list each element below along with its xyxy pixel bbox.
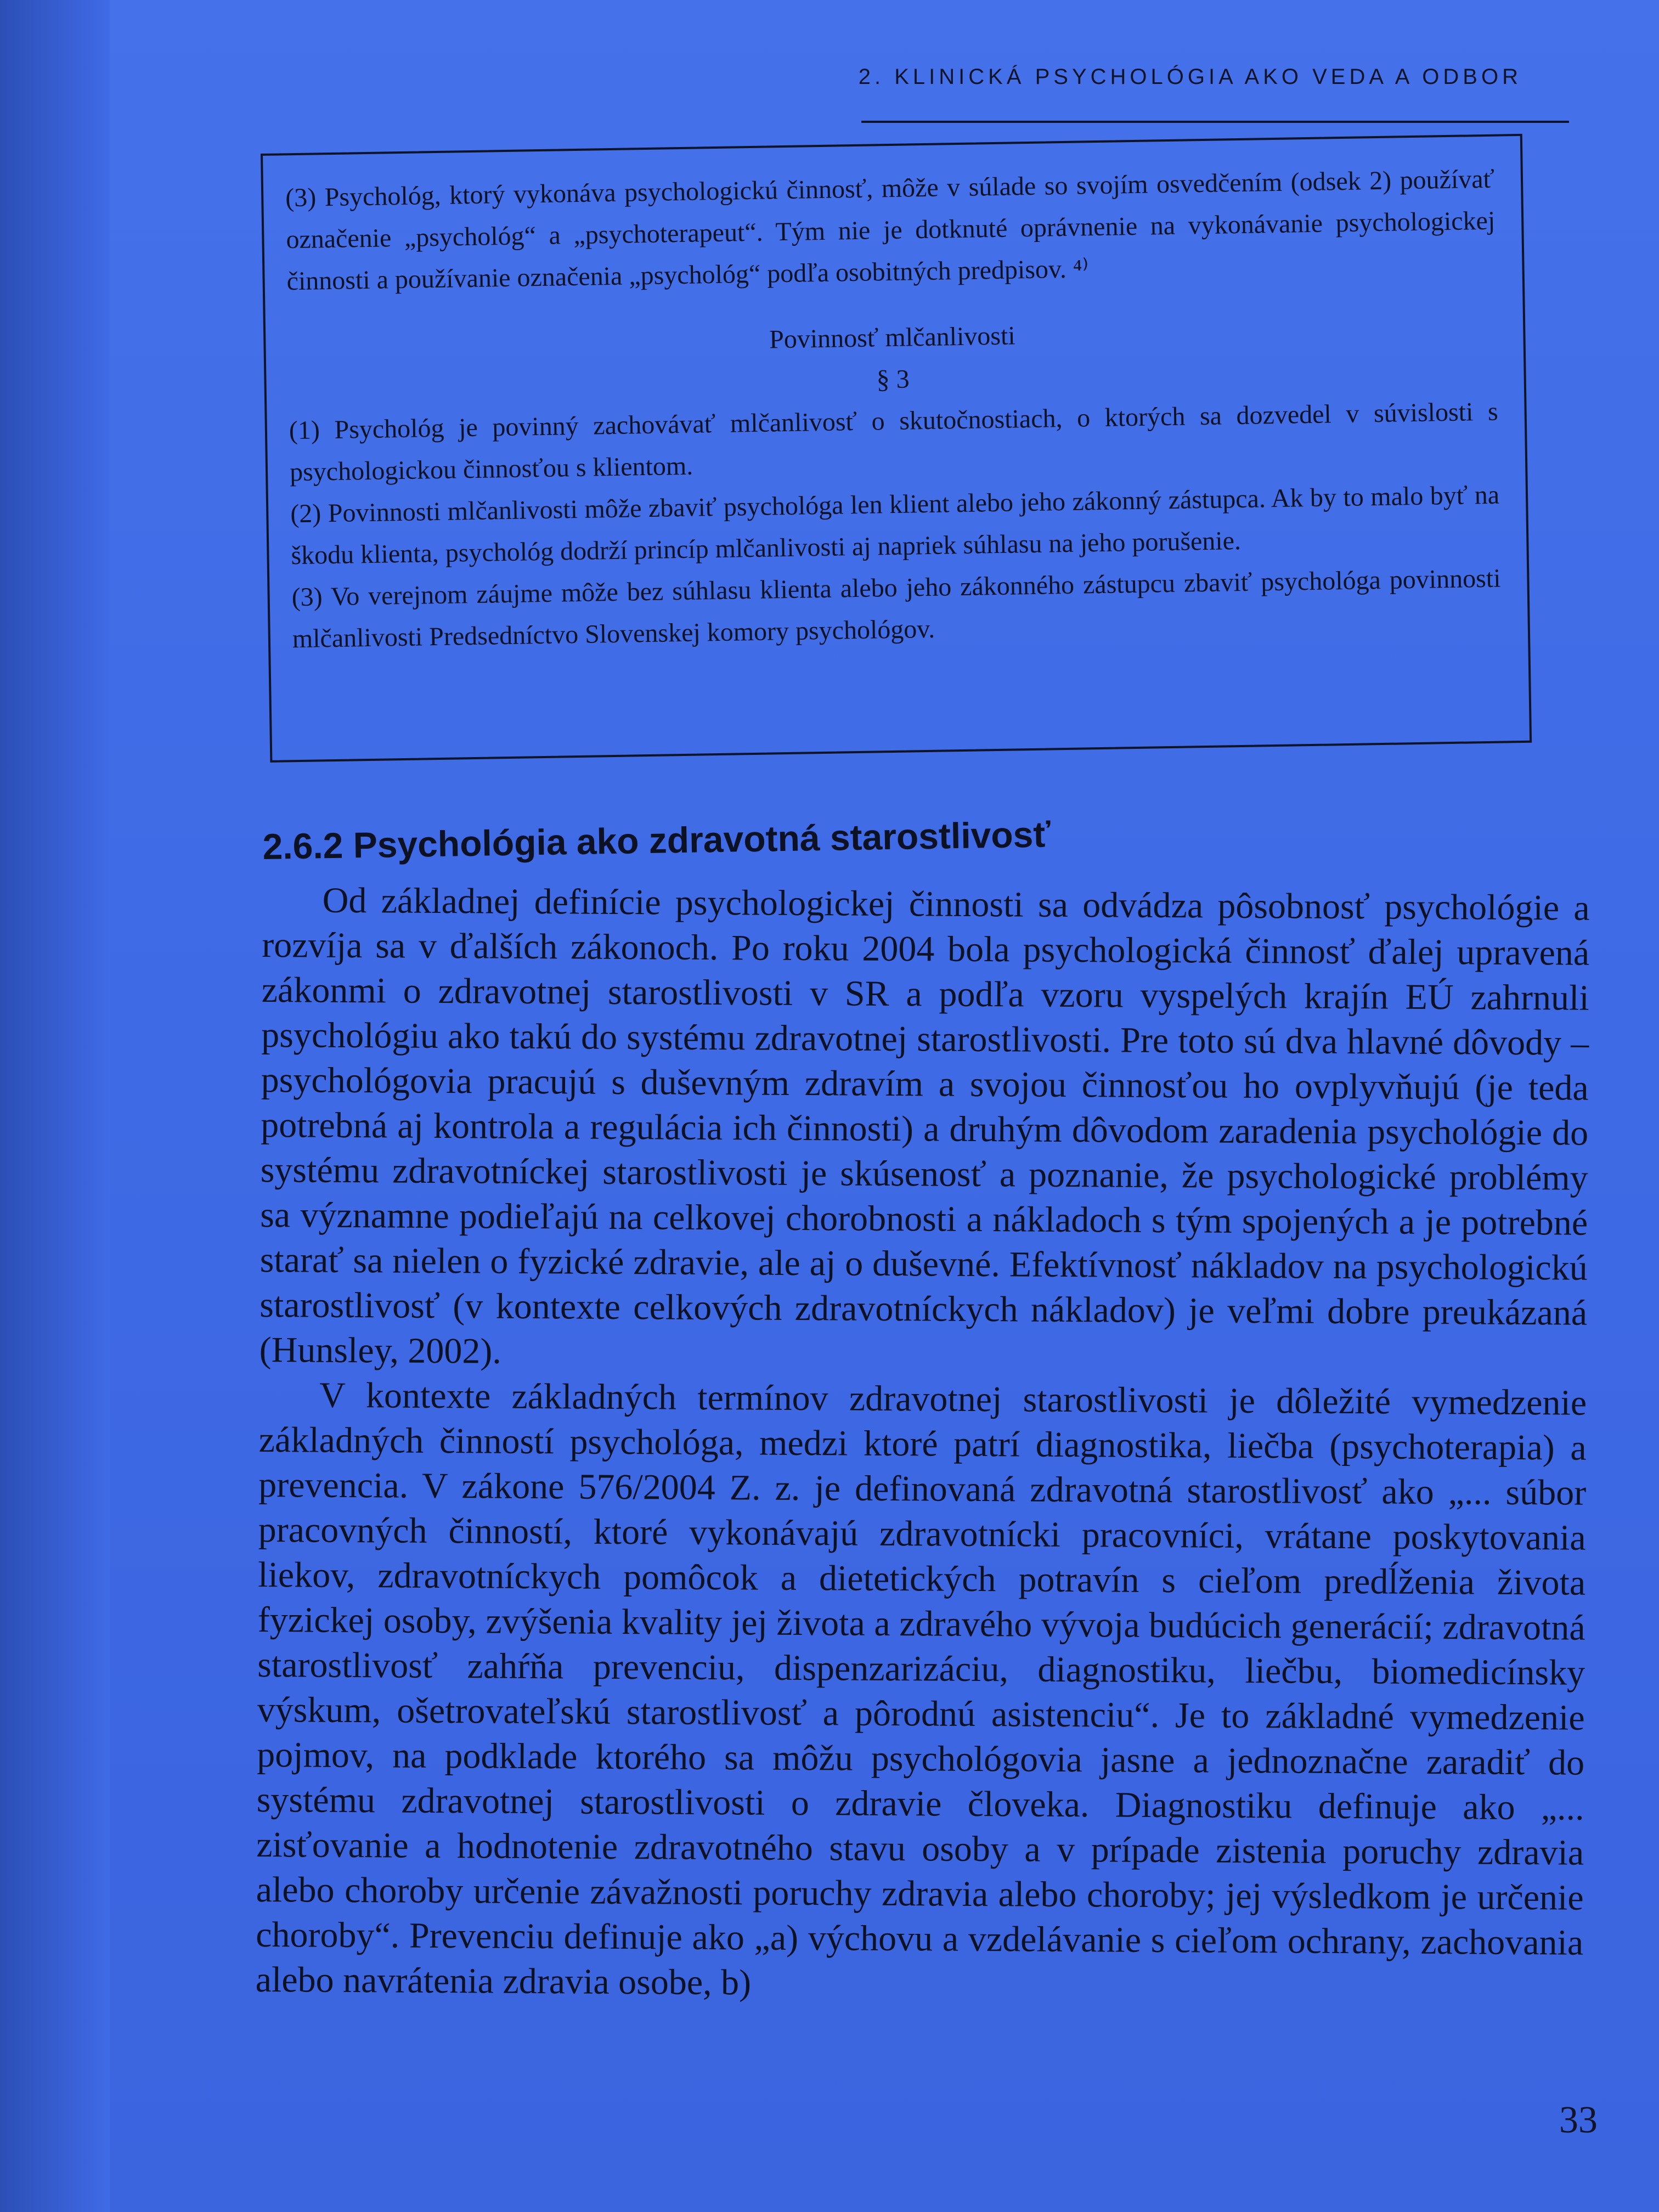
law-section-title: Povinnosť mlčanlivosti xyxy=(769,321,1016,354)
law-paragraph: (1) Psychológ je povinný zachovávať mlčanlivosť o skutočnostiach, o ktorých sa dozvedel v súvislosti s psychologickou činnosťou s klientom. xyxy=(289,397,1499,487)
running-header: 2. KLINICKÁ PSYCHOLÓGIA AKO VEDA A ODBOR xyxy=(858,65,1522,89)
header-rule xyxy=(861,121,1569,123)
book-spine-shadow xyxy=(0,0,110,2212)
law-section-number: § 3 xyxy=(876,364,910,394)
body-text xyxy=(255,878,1589,2011)
law-paragraph: (3) Psychológ, ktorý vykonáva psychologickú činnosť, môže v súlade so svojím osvedčením (odsek 2) používať označenie „psychológ“ a „psychoterapeut“. Tým nie je dotknuté oprávnenie na vykonávanie psychologickej činnosti a používanie označenia „psychológ“ podľa osobitných predpisov. ⁴⁾ xyxy=(285,164,1496,296)
law-paragraph: (2) Povinnosti mlčanlivosti môže zbaviť psychológa len klient alebo jeho zákonný zástupca. Ak by to malo byť na škodu klienta, psychológ dodrží princíp mlčanlivosti aj napriek súhlasu na jeho porušenie. xyxy=(290,480,1500,571)
law-excerpt-box xyxy=(261,134,1532,763)
section-heading: 2.6.2 Psychológia ako zdravotná starostlivosť xyxy=(262,814,1051,867)
page-number: 33 xyxy=(1559,2099,1598,2141)
body-paragraph: V kontexte základných termínov zdravotnej starostlivosti je dôležité vymedzenie základných činností psychológa, medzi ktoré patrí diagnostika, liečba (psychoterapia) a prevencia. V zákone 576/2004 Z. z. je definovaná zdravotná starostlivosť ako „... súbor pracovných činností, ktoré vykonávajú zdravotnícki pracovníci, vrátane poskytovania liekov, zdravotníckych pomôcok a dietetických potravín s cieľom predĺženia života fyzickej osoby, zvýšenia kvality jej života a zdravého vývoja budúcich generácií; zdravotná starostlivosť zahŕňa prevenciu, dispenzarizáciu, diagnostiku, liečbu, biomedicínsky výskum, ošetrovateľskú starostlivosť a pôrodnú asistenciu“. Je to základné vymedzenie pojmov, na podklade ktorého sa môžu psychológovia jasne a jednoznačne zaradiť do systému zdravotnej starostlivosti o zdravie človeka. Diagnostiku definuje ako „... zisťovanie a hodnotenie zdravotného stavu osoby a v prípade zistenia poruchy zdravia alebo choroby určenie závažnosti poruchy zdravia alebo choroby; jej výsledkom je určenie choroby“. Prevenciu definuje ako „a) výchovu a vzdelávanie s cieľom ochrany, zachovania alebo navrátenia zdravia osobe, b) xyxy=(255,1375,1587,2003)
body-paragraph: Od základnej definície psychologickej činnosti sa odvádza pôsobnosť psychológie a rozvíja sa v ďalších zákonoch. Po roku 2004 bola psychologická činnosť ďalej upravená zákonmi o zdravotnej starostlivosti v SR a podľa vzoru vyspelých krajín EÚ zahrnuli psychológiu ako takú do systému zdravotnej starostlivosti. Pre toto sú dva hlavné dôvody – psychológovia pracujú s duševným zdravím a svojou činnosťou ho ovplyvňujú (je teda potrebná aj kontrola a regulácia ich činnosti) a druhým dôvodom zaradenia psychológie do systému zdravotníckej starostlivosti je skúsenosť a poznanie, že psychologické problémy sa významne podieľajú na celkovej chorobnosti a nákladoch s tým spojených a je potrebné starať sa nielen o fyzické zdravie, ale aj o duševné. Efektívnosť nákladov na psychologickú starostlivosť (v kontexte celkových zdravotníckych nákladov) je veľmi dobre preukázaná (Hunsley, 2002). xyxy=(259,880,1590,1372)
law-paragraph: (3) Vo verejnom záujme môže bez súhlasu klienta alebo jeho zákonného zástupcu zbaviť psychológa povinnosti mlčanlivosti Predsedníctvo Slovenskej komory psychológov. xyxy=(291,563,1501,654)
